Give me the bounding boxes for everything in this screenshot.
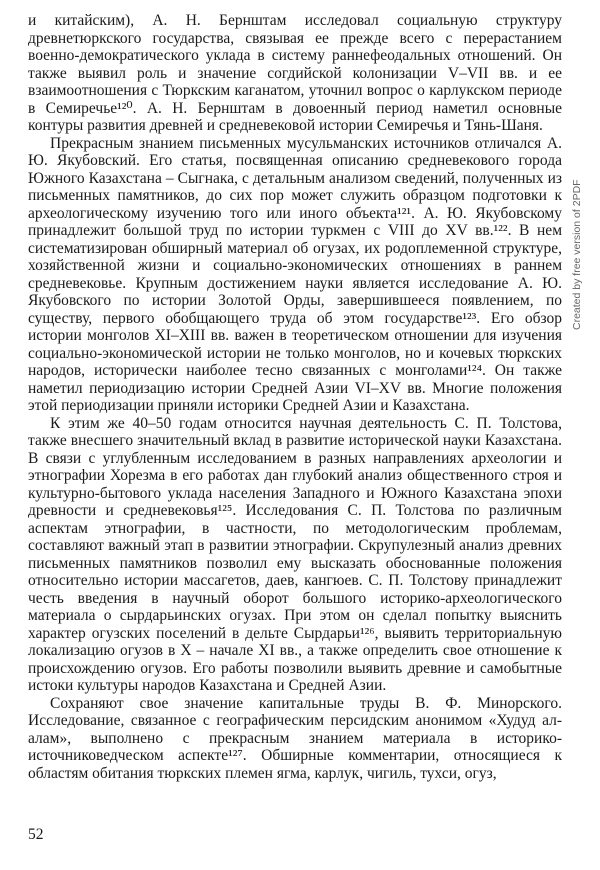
page-number: 52 (28, 826, 44, 843)
watermark (571, 179, 589, 340)
page-body (28, 12, 562, 782)
paragraph-3: К этим же 40–50 годам относится научная деятельность С. П. Толстова, также внесшего значительный вклад в развитие исторической науки Казахстана. В связи с углубленным исследованием в разных направлениях археологии и этнографии Хорезма в его работах дан глубокий анализ общественного строя и культурно-бытового уклада населения Западного и Южного Казахстана эпохи древности и средневековья¹²⁵. Исследования С. П. Толстова по различным аспектам этнографии, в частности, по методологическим проблемам, составляют важный этап в развитии этнографии. Скрупулезный анализ древних письменных памятников позволил ему высказать обоснованные положения относительно истории массагетов, даев, кангюев. С. П. Толстову принадлежит честь введения в научный оборот большого историко-археологического материала о сырдарьинских огузах. При этом он сделал попытку выяснить характер огузских поселений в дельте Сырдарьи¹²⁶, выявить территориальную локализацию огузов в X – начале XI вв., а также определить свое отношение к происхождению огузов. Его работы позволили выявить древние и самобытные истоки культуры народов Казахстана и Средней Азии. (28, 414, 562, 694)
watermark-text: Created by free version of 2PDF (571, 179, 583, 330)
paragraph-4: Сохраняют свое значение капитальные труды В. Ф. Минорского. Исследование, связанное с географическим персидским анонимом «Худуд ал-алам», выполнено с прекрасным знанием материала в историко-источниковедческом аспекте¹²⁷. Обширные комментарии, относящиеся к областям обитания тюркских племен ягма, карлук, чигиль, тухси, огуз, (28, 694, 562, 782)
paragraph-2: Прекрасным знанием письменных мусульманских источников отличался А. Ю. Якубовский. Его статья, посвященная описанию средневекового города Южного Казахстана – Сыгнака, с детальным анализом сведений, полученных из письменных памятников, до сих пор может служить образцом подготовки к археологическому изучению того или иного объекта¹²¹. А. Ю. Якубовскому принадлежит большой труд по истории туркмен с VIII до XV вв.¹²². В нем систематизирован обширный материал об огузах, их родоплеменной структуре, хозяйственной жизни и социально-экономических отношениях в раннем средневековье. Крупным достижением науки является исследование А. Ю. Якубовского по истории Золотой Орды, завершившееся появлением, по существу, первого обобщающего труда об этом государстве¹²³. Его обзор истории монголов XI–XIII вв. важен в теоретическом отношении для изучения социально-экономической истории не только монголов, но и кочевых тюркских народов, исторически наиболее тесно связанных с монголами¹²⁴. Он также наметил периодизацию истории Средней Азии VI–XV вв. Многие положения этой периодизации приняли историки Средней Азии и Казахстана. (28, 134, 562, 414)
paragraph-1: и китайским), А. Н. Бернштам исследовал социальную структуру древнетюркского государства, связывая ее прежде всего с перерастанием военно-демократического уклада в систему раннефеодальных отношений. Он также выявил роль и значение согдийской колонизации V–VII вв. и ее взаимоотношения с Тюркским каганатом, уточнил вопрос о карлукском периоде в Семиречье¹²⁰. А. Н. Бернштам в довоенный период наметил основные контуры развития древней и средневековой истории Семиречья и Тянь-Шаня. (28, 12, 562, 134)
